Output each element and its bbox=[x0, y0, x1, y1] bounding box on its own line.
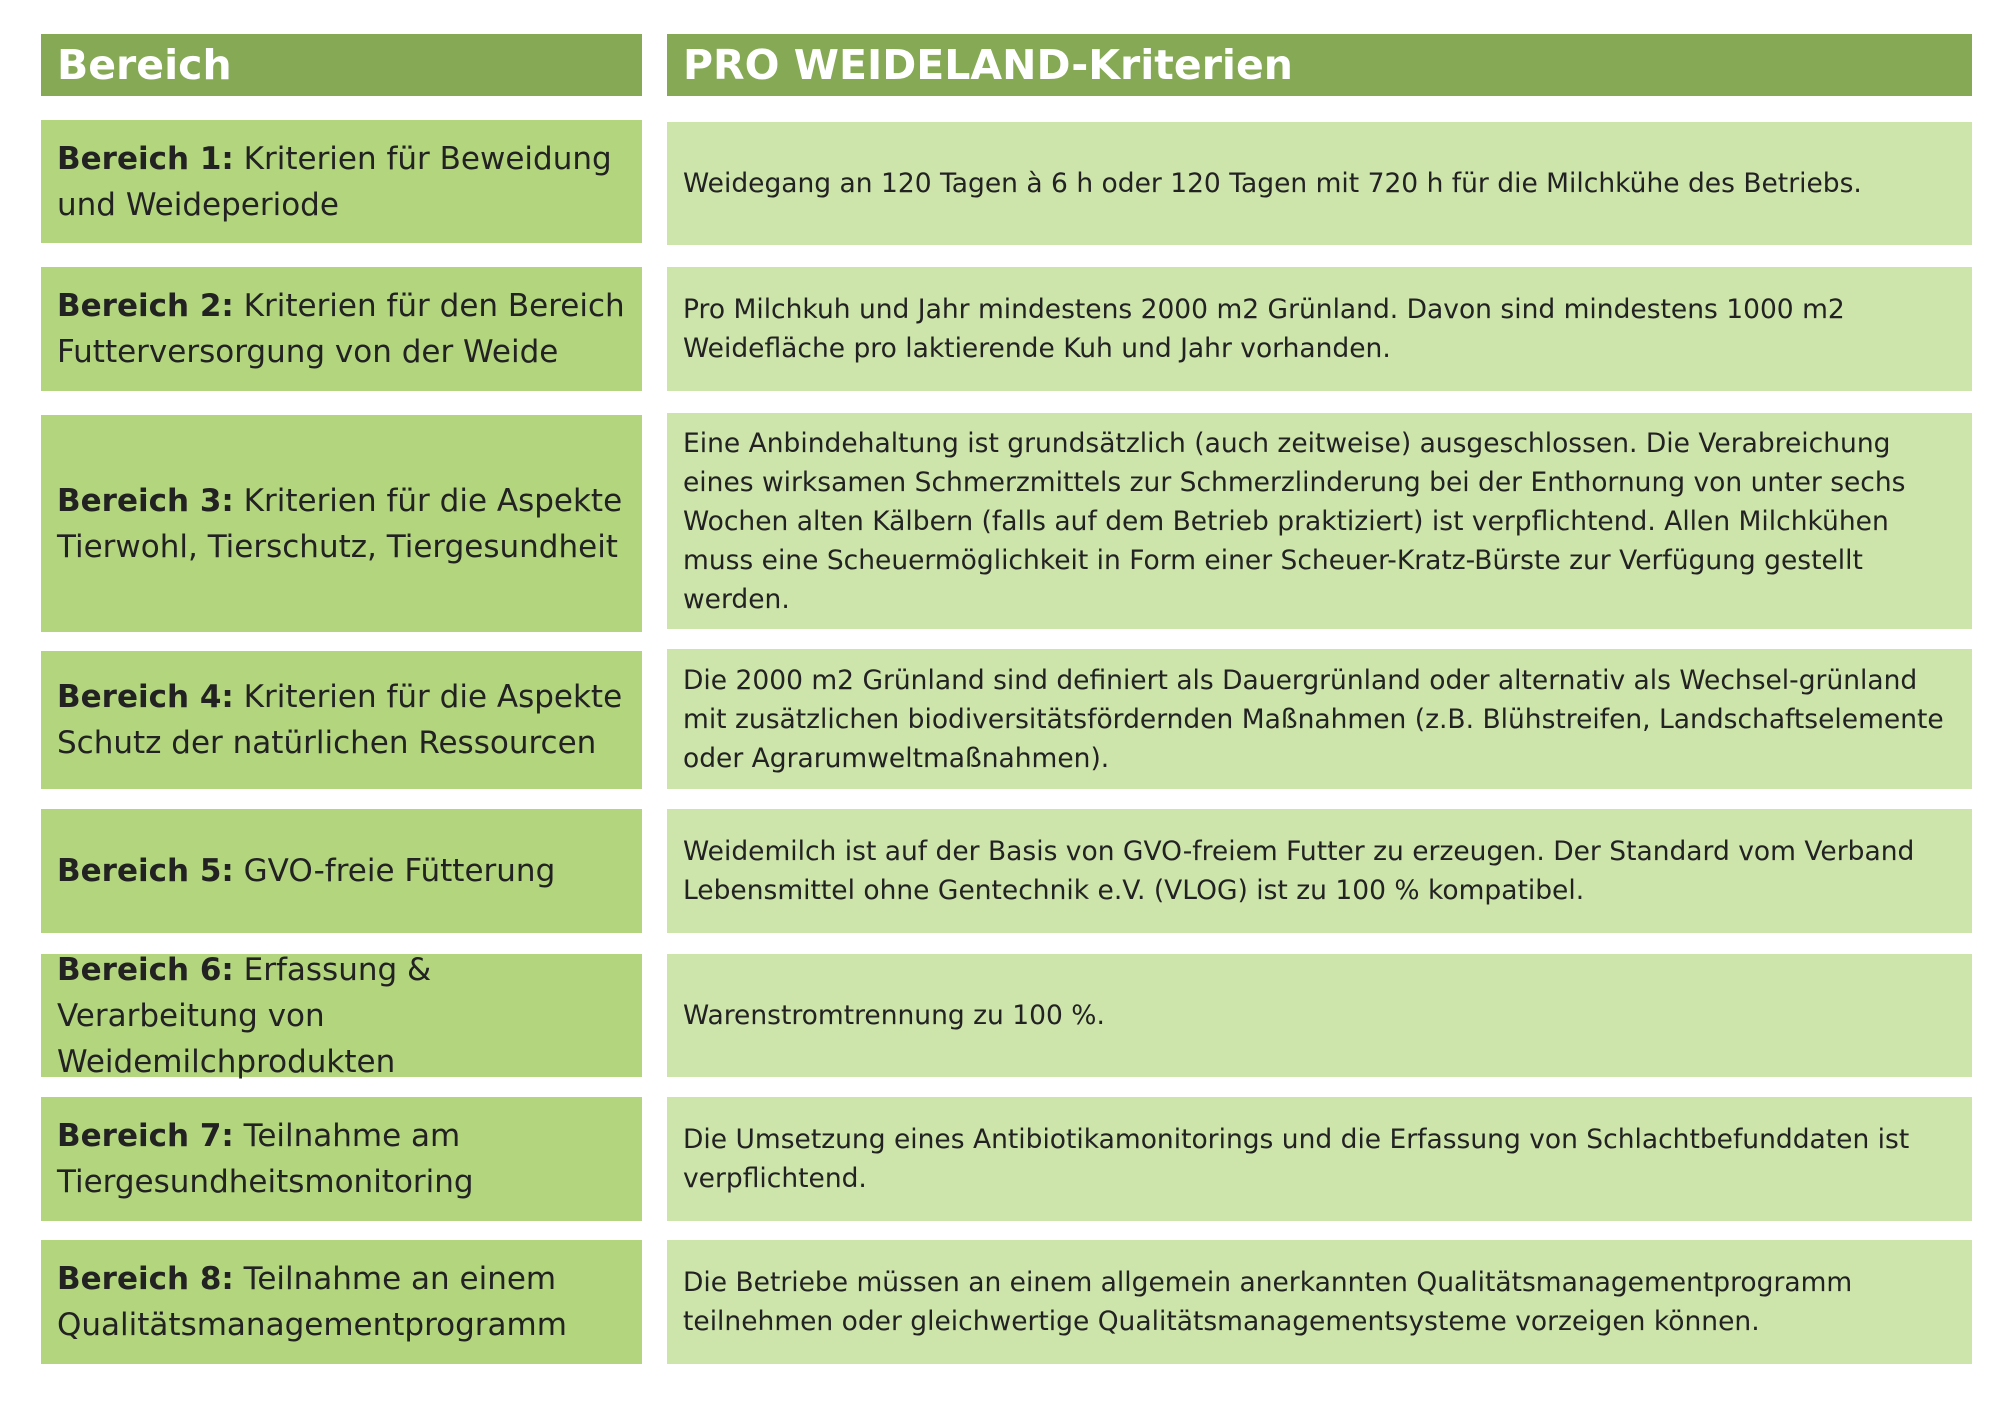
row-8-bereich-cell bbox=[41, 1240, 642, 1364]
row-1-bereich-cell bbox=[41, 120, 642, 243]
row-6-bereich-number: Bereich 6: bbox=[57, 951, 234, 988]
row-4-bereich-title: Kriterien für die Aspekte Schutz der natürlichen Ressourcen bbox=[57, 679, 623, 761]
row-8-bereich-label bbox=[57, 1256, 638, 1348]
row-6-criteria-text: Warenstromtrennung zu 100 %. bbox=[683, 1000, 1105, 1031]
row-4-criteria-cell bbox=[667, 649, 1972, 789]
row-6-bereich-cell bbox=[41, 951, 642, 1080]
row-5-criteria-text: Weidemilch ist auf der Basis von GVO-freiem Futter zu erzeugen. Der Standard vom Verband Lebensmittel ohne Gentechnik e.V. (VLOG) ist zu 100 % kompatibel. bbox=[683, 836, 1915, 906]
row-6-bereich-title: Erfassung & Verarbeitung von Weidemilchprodukten bbox=[57, 951, 432, 1080]
row-1-criteria-text: Weidegang an 120 Tagen à 6 h oder 120 Tagen mit 720 h für die Milchkühe des Betriebs. bbox=[683, 168, 1862, 199]
row-3-bereich-number: Bereich 3: bbox=[57, 482, 234, 519]
row-2-criteria-text: Pro Milchkuh und Jahr mindestens 2000 m2 Grünland. Davon sind mindestens 1000 m2 Weidefläche pro laktierende Kuh und Jahr vorhanden. bbox=[683, 294, 1845, 364]
row-4-bereich-cell bbox=[41, 651, 642, 789]
row-4-criteria-text: Die 2000 m2 Grünland sind definiert als Dauergrünland oder alternativ als Wechsel-grünland mit zusätzlichen biodiversitätsfördernden Maßnahmen (z.B. Blühstreifen, Landschaftselemente oder Agrarumweltmaßnahmen). bbox=[683, 664, 1944, 774]
row-7-bereich-title: Teilnahme am Tiergesundheitsmonitoring bbox=[57, 1118, 474, 1200]
row-5-bereich-number: Bereich 5: bbox=[57, 853, 234, 889]
row-1-criteria-cell bbox=[667, 122, 1972, 245]
row-3-criteria-text: Eine Anbindehaltung ist grundsätzlich (auch zeitweise) ausgeschlossen. Die Verabreichung eines wirksamen Schmerzmittels zur Schmerzlinderung bei der Enthornung von unter sechs Wochen alten Kälbern (falls auf dem Betrieb praktiziert) ist verpflichtend. Allen Milchkühen muss eine Scheuermöglichkeit in Form einer Scheuer-Kratz-Bürste zur Verfügung gestellt werden. bbox=[683, 427, 1906, 615]
row-7-bereich-cell bbox=[41, 1097, 642, 1221]
row-2-bereich-label bbox=[57, 283, 638, 375]
row-8-criteria-text: Die Betriebe müssen an einem allgemein anerkannten Qualitätsmanagementprogramm teilnehmen oder gleichwertige Qualitätsmanagementsysteme vorzeigen können. bbox=[683, 1267, 1853, 1337]
row-6-bereich-label bbox=[57, 947, 638, 1085]
row-3-bereich-label bbox=[57, 478, 638, 570]
row-2-bereich-cell bbox=[41, 267, 642, 391]
row-2-bereich-number: Bereich 2: bbox=[57, 288, 234, 324]
row-7-bereich-label bbox=[57, 1113, 638, 1205]
row-3-bereich-title: Kriterien für die Aspekte Tierwohl, Tierschutz, Tiergesundheit bbox=[57, 482, 623, 565]
row-8-criteria-cell bbox=[667, 1240, 1972, 1364]
row-1-bereich-label bbox=[57, 136, 638, 228]
row-2-bereich-title: Kriterien für den Bereich Futterversorgung von der Weide bbox=[57, 288, 625, 370]
row-5-bereich-cell bbox=[41, 809, 642, 933]
row-7-criteria-cell bbox=[667, 1097, 1972, 1221]
row-2-criteria-cell bbox=[667, 267, 1972, 391]
row-5-criteria-cell bbox=[667, 809, 1972, 933]
row-3-bereich-cell bbox=[41, 415, 642, 632]
row-3-criteria-cell bbox=[667, 413, 1972, 629]
row-5-bereich-label bbox=[57, 848, 555, 894]
column-header-bereich: Bereich bbox=[41, 34, 642, 96]
row-8-bereich-number: Bereich 8: bbox=[57, 1261, 234, 1297]
row-7-bereich-number: Bereich 7: bbox=[57, 1118, 234, 1154]
row-8-bereich-title: Teilnahme an einem Qualitätsmanagementprogramm bbox=[57, 1261, 567, 1343]
row-7-criteria-text: Die Umsetzung eines Antibiotikamonitorings und die Erfassung von Schlachtbefunddaten ist verpflichtend. bbox=[683, 1124, 1910, 1194]
row-6-criteria-cell bbox=[667, 954, 1972, 1077]
row-4-bereich-number: Bereich 4: bbox=[57, 679, 234, 715]
row-1-bereich-number: Bereich 1: bbox=[57, 140, 234, 177]
row-1-bereich-title: Kriterien für Beweidung und Weideperiode bbox=[57, 140, 612, 223]
row-5-bereich-title: GVO-freie Fütterung bbox=[233, 853, 556, 889]
column-header-kriterien: PRO WEIDELAND-Kriterien bbox=[667, 34, 1972, 96]
row-4-bereich-label bbox=[57, 674, 638, 766]
